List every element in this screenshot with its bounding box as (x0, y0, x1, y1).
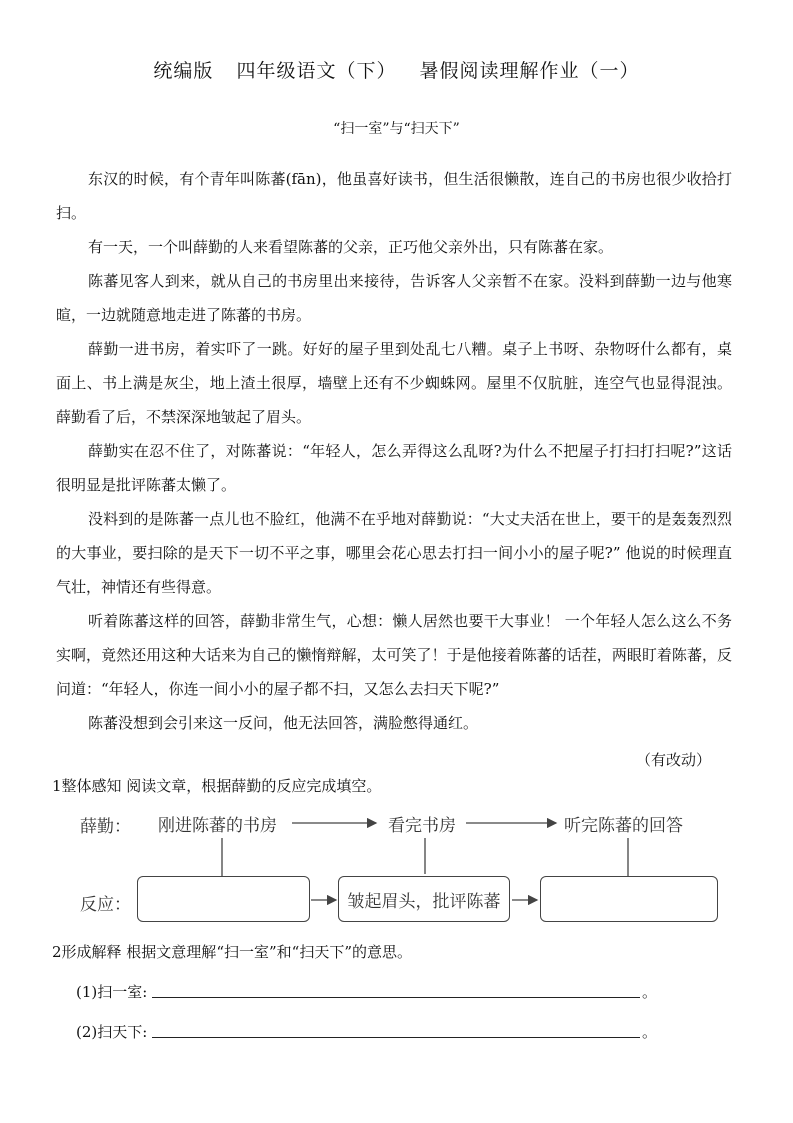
story-paragraph-8: 陈蕃没想到会引来这一反问，他无法回答，满脸憋得通红。 (88, 714, 479, 732)
story-paragraph-4: 薛勤一进书房，着实吓了一跳。好好的屋子里到处乱七八糟。桌子上书呀、杂物呀什么都有，桌面上、书上满是灰尘，地上渣土很厚，墙壁上还有不少蜘蛛网。屋里不仅肮脏，连空气也显得混浊。 薛勤看了后，不禁深深地皱起了眉头。 (56, 340, 732, 426)
assignment-label: 暑假阅读理解作业（一） (419, 60, 640, 82)
stage-2: 看完书房 (388, 816, 456, 836)
question-1-prompt: 1整体感知 阅读文章，根据薛勤的反应完成填空。 (52, 777, 382, 795)
adaptation-note: （有改动） (635, 751, 711, 769)
stage-1: 刚进陈蕃的书房 (158, 816, 277, 836)
story-paragraph-7: 听着陈蕃这样的回答，薛勤非常生气，心想：懒人居然也要干大事业！ 一个年轻人怎么这么不务实啊，竟然还用这种大话来为自己的懒惰辩解，太可笑了！于是他接着陈蕃的话茬，两眼盯着陈蕃，反问道：“年轻人，你连一间小小的屋子都不扫，又怎么去扫天下呢?” (56, 612, 732, 698)
stage-3: 听完陈蕃的回答 (564, 816, 683, 836)
question-2-item-1-label: (1)扫一室: (76, 983, 148, 1001)
story-paragraph-1: 东汉的时候，有个青年叫陈蕃(fān)，他虽喜好读书，但生活很懒散，连自己的书房也很少收拾打扫。 (56, 170, 732, 222)
reaction-blank-3[interactable] (540, 876, 718, 922)
question-2-item-2-end: 。 (642, 1023, 658, 1041)
grade-subject-label: 四年级语文（下） (236, 60, 397, 82)
story-paragraph-3: 陈蕃见客人到来，就从自己的书房里出来接待，告诉客人父亲暂不在家。没料到薛勤一边与他寒暄，一边就随意地走进了陈蕃的书房。 (56, 272, 732, 324)
story-paragraph-6: 没料到的是陈蕃一点儿也不脸红，他满不在乎地对薛勤说：“大丈夫活在世上，要干的是轰轰烈烈的大事业，要扫除的是天下一切不平之事，哪里会花心思去打扫一间小小的屋子呢?” 他说的时候理直气壮，神情还有些得意。 (56, 510, 732, 596)
question-2-item-2-blank[interactable] (152, 1037, 640, 1038)
reaction-blank-1[interactable] (137, 876, 310, 922)
reaction-answer-2: 皱起眉头，批评陈蕃 (338, 876, 510, 922)
story-paragraph-2: 有一天，一个叫薛勤的人来看望陈蕃的父亲，正巧他父亲外出，只有陈蕃在家。 (88, 238, 614, 256)
story-title: “扫一室”与“扫天下” (333, 121, 460, 137)
question-2-item-1-blank[interactable] (152, 997, 640, 998)
question-2-item-1-end: 。 (642, 983, 658, 1001)
story-paragraph-5: 薛勤实在忍不住了，对陈蕃说：“年轻人，怎么弄得这么乱呀?为什么不把屋子打扫打扫呢?”这话很明显是批评陈蕃太懒了。 (56, 442, 732, 494)
row-label-person: 薛勤： (80, 817, 131, 837)
edition-label: 统编版 (153, 60, 214, 82)
question-2-item-2-label: (2)扫天下: (76, 1023, 148, 1041)
row-label-reaction: 反应： (80, 895, 131, 915)
question-2-prompt: 2形成解释 根据文意理解“扫一室”和“扫天下”的意思。 (52, 943, 412, 961)
